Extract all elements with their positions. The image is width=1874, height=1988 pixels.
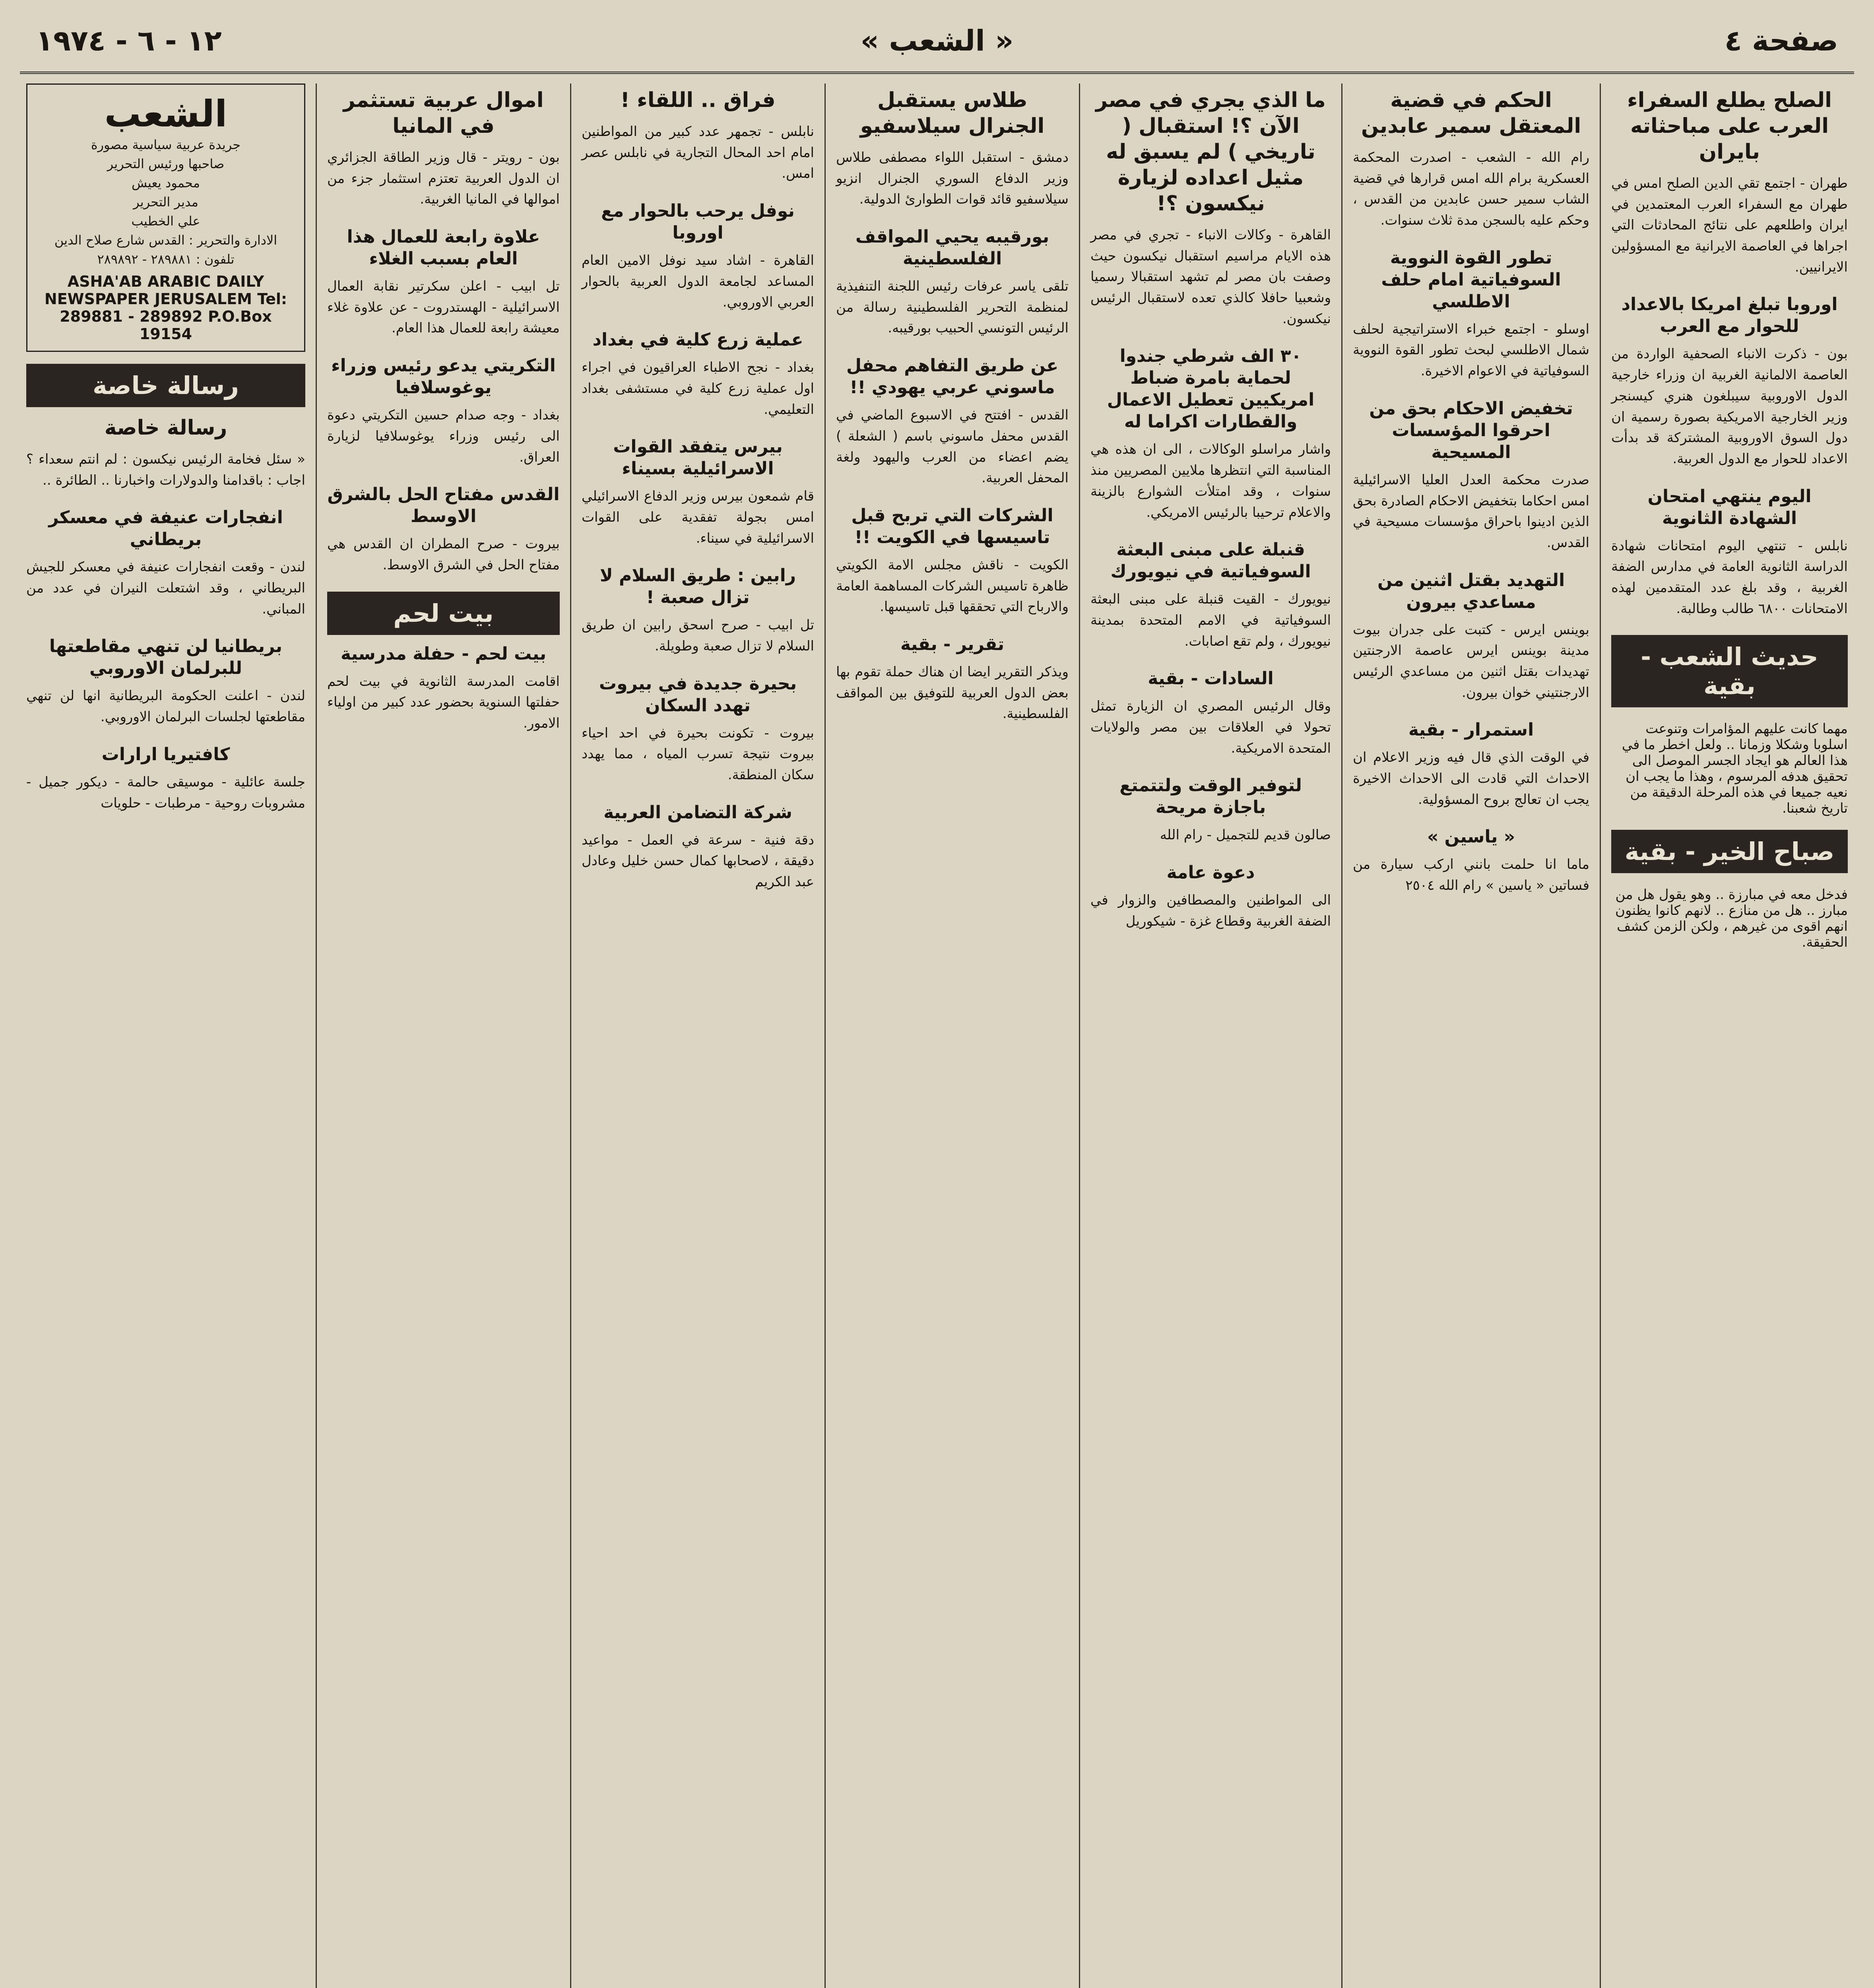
sabah-banner: صباح الخير - بقية bbox=[1611, 830, 1848, 873]
column-6 bbox=[316, 83, 570, 1988]
masthead-title: الشعب bbox=[104, 93, 227, 135]
article-paragraph: الى المواطنين والمصطافين والزوار في الضفة الغربية وقطاع غزة - شيكوريل bbox=[1090, 892, 1331, 929]
article bbox=[836, 87, 1069, 210]
article-paragraph: صدرت محكمة العدل العليا الاسرائيلية امس احكاما بتخفيض الاحكام الصادرة بحق الذين ادينوا باحراق مؤسسات مسيحية في القدس. bbox=[1353, 472, 1589, 551]
article-paragraph: الكويت - ناقش مجلس الامة الكويتي ظاهرة تاسيس الشركات المساهمة العامة والارباح التي تحققها قبل تاسيسها. bbox=[836, 557, 1069, 615]
article-headline: التهديد بقتل اثنين من مساعدي بيرون bbox=[1377, 570, 1565, 612]
article bbox=[26, 744, 305, 813]
article bbox=[26, 507, 305, 619]
article bbox=[1353, 719, 1589, 810]
article-paragraph: ويذكر التقرير ايضا ان هناك حملة تقوم بها بعض الدول العربية للتوفيق بين المواقف الفلسطينية. bbox=[836, 664, 1069, 722]
article bbox=[836, 226, 1069, 339]
masthead-line: مدير التحرير bbox=[133, 194, 198, 210]
article-paragraph: رام الله - الشعب - اصدرت المحكمة العسكرية برام الله امس قرارها في قضية الشاب سمير حسن عابدين من القدس ، وحكم عليه بالسجن مدة ثلاث سنوات. bbox=[1353, 149, 1589, 229]
article-paragraph: وقال الرئيس المصري ان الزيارة تمثل تحولا في العلاقات بين مصر والولايات المتحدة الامريكية. bbox=[1090, 698, 1331, 756]
article-paragraph: « سئل فخامة الرئيس نيكسون : لم انتم سعداء ؟ اجاب : باقدامنا والدولارات واخبارنا .. الطائرة .. bbox=[26, 451, 305, 488]
article bbox=[582, 802, 814, 893]
article-paragraph: تل ابيب - صرح اسحق رابين ان طريق السلام لا تزال صعبة وطويلة. bbox=[582, 617, 814, 654]
masthead-line: الادارة والتحرير : القدس شارع صلاح الدين bbox=[54, 233, 277, 248]
columns-area bbox=[16, 83, 1858, 1988]
article bbox=[1353, 247, 1589, 382]
article-paragraph: بون - رويتر - قال وزير الطاقة الجزائري ان الدول العربية تعتزم استثمار جزء من اموالها في المانيا الغربية. bbox=[327, 149, 560, 208]
page-header bbox=[20, 16, 1854, 74]
article bbox=[1090, 775, 1331, 846]
article bbox=[836, 505, 1069, 617]
article bbox=[582, 87, 814, 184]
article-headline: شركة التضامن العربية bbox=[603, 802, 792, 823]
article-paragraph: جلسة عائلية - موسيقى حالمة - ديكور جميل - مشروبات روحية - مرطبات - حلويات bbox=[26, 774, 305, 811]
hadith-paragraph: مهما كانت عليهم المؤامرات وتنوعت اسلوبا وشكلا وزمانا .. ولعل اخطر ما في هذا العالم هو ايجاد الجسر الموصل الى تحقيق هدفه المرسوم ، وهذا ما يجب ان نعيه جميعا في هذه المرحلة الدقيقة من تاريخ شعبنا. bbox=[1622, 721, 1848, 817]
article-paragraph: القاهرة - اشاد سيد نوفل الامين العام المساعد لجامعة الدول العربية بالحوار العربي الاوروبي. bbox=[582, 252, 814, 311]
article-headline: دعوة عامة bbox=[1166, 862, 1255, 883]
article-headline: القدس مفتاح الحل بالشرق الاوسط bbox=[327, 484, 560, 527]
article-paragraph: القاهرة - وكالات الانباء - تجري في مصر هذه الايام مراسيم استقبال نيكسون حيث وصفت بان مصر لم تشهد استقبالا رسميا وشعبيا حافلا كالذي تعده لاستقبال الرئيس نيكسون. bbox=[1090, 227, 1331, 327]
article bbox=[582, 436, 814, 549]
article-headline: اليوم ينتهي امتحان الشهادة الثانوية bbox=[1647, 486, 1812, 528]
article-headline: ما الذي يجري في مصر الآن ؟! استقبال ( تاريخي ) لم يسبق له مثيل اعداده لزيارة نيكسون ؟! bbox=[1096, 88, 1326, 215]
column-1 bbox=[1600, 83, 1858, 1988]
article bbox=[582, 673, 814, 786]
masthead-line: محمود يعيش bbox=[131, 175, 200, 190]
article bbox=[582, 565, 814, 656]
article bbox=[327, 87, 560, 210]
article bbox=[26, 415, 305, 491]
article-paragraph: في الوقت الذي قال فيه وزير الاعلام ان الاحداث التي قادت الى الاحداث الاخيرة يجب ان تعالج بروح المسؤولية. bbox=[1353, 749, 1589, 808]
article bbox=[327, 355, 560, 468]
article-headline: بورقيبه يحيي المواقف الفلسطينية bbox=[855, 227, 1050, 269]
article-headline: ٣٠ الف شرطي جندوا لحماية بامرة ضباط امريكيين تعطيل الاعمال والقطارات اكراما له bbox=[1107, 346, 1315, 432]
article-headline: السادات - بقية bbox=[1148, 668, 1274, 689]
article bbox=[327, 226, 560, 339]
article bbox=[1090, 668, 1331, 759]
article-headline: طلاس يستقبل الجنرال سيلاسفيو bbox=[860, 88, 1045, 138]
sabah-paragraph: فدخل معه في مبارزة .. وهو يقول هل من مبارز .. هل من منازع .. لانهم كانوا يظنون انهم اقوى من غيرهم ، ولكن الزمن كشف الحقيقة. bbox=[1615, 887, 1848, 951]
article bbox=[1353, 398, 1589, 553]
hadith-banner: حديث الشعب - بقية bbox=[1611, 635, 1848, 707]
article-headline: تطور القوة النووية السوفياتية امام حلف الاطلسي bbox=[1381, 247, 1561, 312]
article-headline: التكريتي يدعو رئيس وزراء يوغوسلافيا bbox=[331, 355, 556, 398]
article-paragraph: القدس - افتتح في الاسبوع الماضي في القدس محفل ماسوني باسم ( الشعلة ) يضم اعضاء من العرب واليهود ولغة المحفل العربية. bbox=[836, 407, 1069, 486]
article bbox=[1090, 539, 1331, 652]
article-headline: عملية زرع كلية في بغداد bbox=[592, 330, 803, 350]
article-headline: بريطانيا لن تنهي مقاطعتها للبرلمان الاوروبي bbox=[49, 636, 283, 679]
masthead-line: صاحبها ورئيس التحرير bbox=[107, 156, 225, 171]
article-paragraph: طهران - اجتمع تقي الدين الصلح امس في طهران مع السفراء العرب المعتمدين في ايران واطلعهم على نتائج المحادثات التي اجراها في العاصمة الايرانية مع المسؤولين الايرانيين. bbox=[1611, 175, 1848, 275]
article-headline: فراق .. اللقاء ! bbox=[620, 88, 776, 112]
article bbox=[26, 635, 305, 727]
article bbox=[1611, 485, 1848, 619]
article-headline: رابين : طريق السلام لا تزال صعبة ! bbox=[599, 565, 796, 608]
article-paragraph: بيروت - صرح المطران ان القدس هي مفتاح الحل في الشرق الاوسط. bbox=[327, 536, 560, 573]
article-paragraph: واشار مراسلو الوكالات ، الى ان هذه هي المناسبة التي انتظرها ملايين المصريين منذ سنوات ، وقد امتلأت الشوارع بالزينة والاعلام ترحيبا بالرئيس الامريكي. bbox=[1090, 441, 1331, 520]
article-headline: تقرير - بقية bbox=[900, 634, 1005, 654]
article-paragraph: نابلس - تجمهر عدد كبير من المواطنين امام احد المحال التجارية في نابلس عصر امس. bbox=[582, 124, 814, 182]
column-7 bbox=[16, 83, 316, 1988]
article-paragraph: بغداد - وجه صدام حسين التكريتي دعوة الى رئيس وزراء يوغوسلافيا لزيارة العراق. bbox=[327, 407, 560, 465]
article-headline: الحكم في قضية المعتقل سمير عابدين bbox=[1361, 88, 1581, 138]
article-headline: قنبلة على مبنى البعثة السوفياتية في نيويورك bbox=[1110, 540, 1311, 582]
article bbox=[836, 633, 1069, 724]
article-headline: استمرار - بقية bbox=[1408, 720, 1534, 740]
article-headline: اموال عربية تستثمر في المانيا bbox=[343, 88, 544, 138]
article-paragraph: نابلس - تنتهي اليوم امتحانات شهادة الدراسة الثانوية العامة في مدارس الضفة الغربية ، وقد بلغ عدد المتقدمين لهذه الامتحانات ٦٨٠٠ طالب وطالبة. bbox=[1611, 538, 1848, 617]
page-number: صفحة ٤ bbox=[1725, 24, 1838, 57]
article bbox=[327, 483, 560, 575]
article-paragraph: بيروت - تكونت بحيرة في احد احياء بيروت نتيجة تسرب المياه ، مما يهدد سكان المنطقة. bbox=[582, 725, 814, 783]
article bbox=[582, 200, 814, 313]
article-paragraph: اقامت المدرسة الثانوية في بيت لحم حفلتها السنوية بحضور عدد كبير من اولياء الامور. bbox=[327, 673, 560, 731]
article-headline: بيرس يتفقد القوات الاسرائيلية بسيناء bbox=[613, 437, 783, 479]
special-label-banner: رسالة خاصة bbox=[26, 364, 305, 407]
article-paragraph: بون - ذكرت الانباء الصحفية الواردة من العاصمة الالمانية الغربية ان وزراء خارجية الدول الاوروبية سيبلغون هنري كيسنجر وزير الخارجية الامريكية بصورة رسمية ان دول السوق الاوروبية المشتركة قد بدأت الاعداد للحوار مع الدول العربية. bbox=[1611, 346, 1848, 467]
article bbox=[1090, 87, 1331, 329]
bethlehem-banner: بيت لحم bbox=[327, 592, 560, 635]
article-paragraph: دقة فنية - سرعة في العمل - مواعيد دقيقة ، لاصحابها كمال حسن خليل وعادل عبد الكريم bbox=[582, 832, 814, 890]
article-headline: انفجارات عنيفة في معسكر بريطاني bbox=[48, 507, 283, 550]
masthead-subtitle: جريدة عربية سياسية مصورة bbox=[91, 137, 241, 152]
article bbox=[1611, 293, 1848, 469]
column-3 bbox=[1079, 83, 1341, 1988]
article bbox=[1353, 826, 1589, 896]
article-headline: اوروبا تبلغ امريكا بالاعداد للحوار مع العرب bbox=[1621, 294, 1838, 337]
article bbox=[1353, 87, 1589, 231]
article bbox=[1090, 862, 1331, 932]
article-paragraph: قام شمعون بيرس وزير الدفاع الاسرائيلي امس بجولة تفقدية على القوات الاسرائيلية في سيناء. bbox=[582, 488, 814, 546]
article bbox=[836, 355, 1069, 489]
article bbox=[1090, 345, 1331, 523]
article bbox=[1611, 87, 1848, 278]
article-headline: بيت لحم - حفلة مدرسية bbox=[340, 643, 547, 664]
article-paragraph: لندن - وقعت انفجارات عنيفة في معسكر للجيش البريطاني ، وقد اشتعلت النيران في عدد من المباني. bbox=[26, 559, 305, 617]
column-4 bbox=[824, 83, 1079, 1988]
article-headline: نوفل يرحب بالحوار مع اوروبا bbox=[601, 201, 795, 243]
article-headline: لتوفير الوقت ولتتمتع باجازة مريحة bbox=[1119, 775, 1302, 818]
article-headline: كافتيريا ارارات bbox=[101, 744, 230, 765]
article-paragraph: بغداد - نجح الاطباء العراقيون في اجراء اول عملية زرع كلية في مستشفى بغداد التعليمي. bbox=[582, 359, 814, 417]
article-paragraph: ماما انا حلمت بانني اركب سيارة من فساتين « ياسين » رام الله ٢٥٠٤ bbox=[1353, 856, 1589, 894]
article bbox=[582, 329, 814, 420]
newspaper-title: « الشعب » bbox=[860, 24, 1014, 57]
masthead-box bbox=[26, 83, 305, 352]
article-paragraph: اوسلو - اجتمع خبراء الاستراتيجية لحلف شمال الاطلسي لبحث تطور القوة النووية السوفياتية في الاعوام الاخيرة. bbox=[1353, 321, 1589, 379]
article-paragraph: نيويورك - القيت قنبلة على مبنى البعثة السوفياتية في الامم المتحدة بمدينة نيويورك ، ولم تقع اصابات. bbox=[1090, 591, 1331, 649]
article-paragraph: تلقى ياسر عرفات رئيس اللجنة التنفيذية لمنظمة التحرير الفلسطينية رسالة من الرئيس التونسي الحبيب بورقيبه. bbox=[836, 278, 1069, 336]
article-headline: عن طريق التفاهم محفل ماسوني عربي يهودي !! bbox=[846, 355, 1059, 398]
column-2 bbox=[1341, 83, 1600, 1988]
article-headline: تخفيض الاحكام بحق من احرقوا المؤسسات المسيحية bbox=[1369, 398, 1573, 462]
masthead-english: ASHA'AB ARABIC DAILY NEWSPAPER JERUSALEM Tel: 289881 - 289892 P.O.Box 19154 bbox=[44, 273, 287, 343]
article-paragraph: بوينس ايرس - كتبت على جدران بيوت مدينة بوينس ايرس عاصمة الارجنتين تهديدات بقتل اثنين من مساعدي الرئيس الارجنتيني خوان بيرون. bbox=[1353, 621, 1589, 701]
article-headline: بحيرة جديدة في بيروت تهدد السكان bbox=[599, 673, 797, 716]
article-headline: الصلح يطلع السفراء العرب على مباحثاته بايران bbox=[1627, 88, 1832, 164]
article-paragraph: صالون قديم للتجميل - رام الله bbox=[1160, 827, 1331, 843]
masthead-line: تلفون : ٢٨٩٨٨١ - ٢٨٩٨٩٢ bbox=[97, 252, 235, 267]
issue-date: ١٢ - ٦ - ١٩٧٤ bbox=[36, 24, 222, 57]
article-headline: رسالة خاصة bbox=[104, 416, 227, 440]
masthead-line: علي الخطيب bbox=[131, 214, 200, 229]
article-headline: « ياسين » bbox=[1427, 827, 1515, 847]
article bbox=[1353, 569, 1589, 703]
article-paragraph: دمشق - استقبل اللواء مصطفى طلاس وزير الدفاع السوري الجنرال انزيو سيلاسفيو قائد قوات الطوارئ الدولية. bbox=[836, 149, 1069, 208]
article-paragraph: تل ابيب - اعلن سكرتير نقابة العمال الاسرائيلية - الهستدروت - عن علاوة غلاء معيشة رابعة للعمال هذا العام. bbox=[327, 278, 560, 336]
article-headline: الشركات التي تربح قبل تاسيسها في الكويت !! bbox=[851, 505, 1053, 547]
article-headline: علاوة رابعة للعمال هذا العام بسبب الغلاء bbox=[347, 227, 540, 269]
column-5 bbox=[570, 83, 824, 1988]
article-paragraph: لندن - اعلنت الحكومة البريطانية انها لن تنهي مقاطعتها لجلسات البرلمان الاوروبي. bbox=[26, 688, 305, 725]
article bbox=[327, 643, 560, 734]
